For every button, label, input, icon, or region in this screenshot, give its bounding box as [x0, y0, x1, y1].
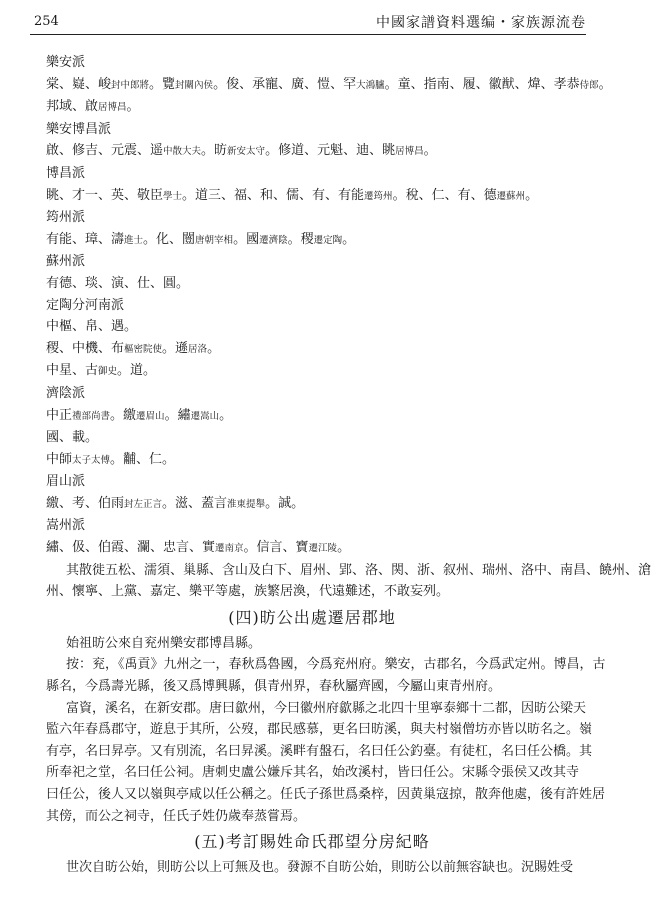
- text-line: [46, 316, 578, 338]
- text-run: 。俊、承寵、廣、愷、罕: [213, 76, 357, 92]
- text-run: 。稅、仁、有、德: [392, 187, 497, 203]
- text-run: 。遜: [162, 340, 189, 356]
- text-line: [46, 698, 587, 720]
- text-line: [46, 784, 606, 806]
- section-title: (五)考訂賜姓命氏郡望分房紀略: [194, 832, 430, 852]
- text-line: [46, 741, 593, 763]
- branch-heading: 樂安博昌派: [46, 121, 112, 137]
- text-run: 稷、中機、布: [46, 340, 125, 356]
- branch-heading: 定陶分河南派: [46, 297, 125, 313]
- branch-heading: 眉山派: [46, 474, 86, 490]
- text-line: [46, 360, 578, 383]
- branch-heading: 博昌派: [46, 165, 86, 181]
- text-run: 中星、古: [46, 363, 99, 379]
- text-run: 啟、修吉、元震、遥: [46, 143, 164, 159]
- annotation-note: 居博昌: [98, 102, 127, 114]
- text-run: 。修道、元魁、迪、眺: [265, 143, 396, 159]
- annotation-note: 遷蘇州: [496, 190, 526, 202]
- text-run: 其散徙五松、濡須、巢縣、含山及白下、眉州、郢、洛、関、浙、叙州、瑞州、洛中、南昌、饒州、滄: [66, 562, 651, 578]
- text-run: 有能、璋、濤: [46, 231, 125, 247]
- header-rule: [30, 34, 586, 35]
- annotation-note: 遷濟陰: [259, 234, 288, 246]
- text-run: 。滋、蓋言: [162, 495, 228, 511]
- document-body: [46, 52, 651, 879]
- text-run: 世次自昉公始，則昉公以上可無及也。發源不自昉公始，則昉公以前無容缺也。況賜姓受: [66, 860, 574, 876]
- text-run: 。稷: [287, 231, 314, 247]
- text-run: 。: [342, 231, 356, 247]
- text-run: 眺、才一、英、敬臣: [46, 187, 164, 203]
- text-run: 曰任公，後人又以嶺與亭咸以任公稱之。任氏子孫世爲桑梓，因黄巢寇掠，散奔他處，後有許姓居: [46, 787, 606, 802]
- annotation-note: 遷筠州: [364, 190, 393, 202]
- annotation-note: 大鴻臚: [356, 79, 385, 91]
- text-run: 。昉: [201, 143, 228, 159]
- branch-heading: 蘇州派: [46, 254, 86, 270]
- text-run: 州、懷寧、上黨、嘉定、樂平等處，族繁居渙，代遠難述，不敢妄列。: [46, 584, 450, 600]
- annotation-note: 唐朝宰相: [195, 234, 234, 246]
- text-line: [46, 633, 578, 655]
- annotation-note: 封關內侯: [175, 79, 214, 91]
- text-run: 監六年春爲郡守，遊息于其所，公歿，郡民感慕，更名曰昉溪，與夫村嶺僧坊亦皆以昉名之。嶺: [46, 722, 593, 738]
- text-line: [46, 806, 578, 828]
- text-run: 繳、考、伯雨: [46, 495, 125, 511]
- text-run: 。道。: [117, 363, 157, 379]
- annotation-note: 中散大夫: [163, 146, 202, 158]
- text-line: [46, 140, 578, 163]
- annotation-note: 遷南京: [215, 543, 244, 555]
- text-line: [46, 654, 606, 676]
- text-run: 。黼、仁。: [110, 451, 176, 467]
- annotation-note: 樞密院使: [124, 343, 163, 355]
- text-run: 。國: [233, 231, 260, 247]
- text-line: [46, 185, 578, 208]
- text-run: 縣名，今爲壽光縣，後又爲博興縣，俱青州界，春秋屬齊國，今屬山東青州府。: [46, 679, 502, 695]
- text-run: 中樞、帛、遇。: [46, 319, 138, 335]
- annotation-note: 學士: [163, 190, 183, 202]
- text-run: 。繡: [164, 407, 191, 423]
- annotation-note: 侍郎: [579, 79, 599, 91]
- text-run: 國、載。: [46, 430, 99, 446]
- text-run: 。: [423, 143, 437, 159]
- text-run: 中師: [46, 451, 73, 467]
- text-run: 。信言、寶: [243, 540, 309, 556]
- annotation-note: 居博昌: [395, 146, 424, 158]
- text-line: [46, 537, 578, 560]
- text-run: 所奉祀之堂，名曰任公祠。唐刺史盧公嫌斥其名，始改溪村，皆曰任公。宋縣令張侯又改其寺: [46, 765, 580, 781]
- text-run: 。繳: [110, 407, 137, 423]
- annotation-note: 禮部尚書: [72, 410, 111, 422]
- text-run: 中正: [46, 407, 73, 423]
- annotation-note: 封中郎將: [111, 79, 150, 91]
- text-line: [46, 762, 578, 784]
- annotation-note: 太子太傅: [72, 454, 111, 466]
- page-header: [30, 8, 586, 34]
- text-run: 。: [219, 407, 233, 423]
- text-line: [46, 74, 612, 97]
- section-title: (四)昉公出處遷居郡地: [228, 607, 396, 627]
- annotation-note: 淮東提舉: [227, 498, 266, 510]
- text-line: [46, 676, 578, 698]
- text-run: 有亭，名曰昇亭。又有別流，名曰昇溪。溪畔有盤石，名曰任公釣臺。有徒杠，名曰任公橋。其: [46, 743, 593, 759]
- text-run: 始祖昉公來自兖州樂安郡博昌縣。: [66, 635, 262, 651]
- text-run: 。童、指南、履、徽猷、煒、孝恭: [384, 76, 580, 92]
- text-run: 繡、伋、伯霞、瀾、忠言、實: [46, 540, 216, 556]
- annotation-note: 御史: [98, 366, 118, 378]
- text-run: 。道三、福、和、儒、有、有能: [182, 187, 365, 203]
- text-run: 。: [525, 187, 539, 203]
- branch-heading: 嵩州派: [46, 518, 86, 534]
- text-line: [46, 338, 578, 361]
- text-run: 。: [207, 340, 221, 356]
- annotation-note: 居洛: [188, 343, 208, 355]
- annotation-note: 進士: [124, 234, 144, 246]
- branch-heading: 濟陰派: [46, 385, 86, 401]
- text-run: 。: [337, 540, 351, 556]
- text-line: [46, 405, 578, 428]
- text-run: 。: [598, 76, 612, 92]
- text-line: [46, 449, 578, 472]
- text-run: 有德、琰、演、仕、圓。: [46, 275, 190, 291]
- text-run: 邦域、啟: [46, 99, 99, 115]
- text-line: [46, 96, 578, 119]
- text-run: 。化、闓: [143, 231, 196, 247]
- text-line: [46, 493, 578, 516]
- text-line: [46, 581, 578, 603]
- text-line: [46, 427, 578, 449]
- text-run: 。覽: [149, 76, 176, 92]
- text-run: 棠、嶷、峻: [46, 76, 112, 92]
- text-line: [46, 273, 578, 295]
- annotation-note: 遷眉山: [136, 410, 165, 422]
- annotation-note: 遷嵩山: [190, 410, 220, 422]
- text-line: [46, 229, 578, 252]
- text-line: [46, 560, 651, 582]
- branch-heading: 筠州派: [46, 210, 86, 226]
- annotation-note: 封左正言: [124, 498, 163, 510]
- text-line: [46, 719, 593, 741]
- text-run: 。: [126, 99, 140, 115]
- running-title: 中國家譜資料選编・家族源流卷: [376, 15, 586, 31]
- page-number: 254: [34, 14, 59, 29]
- annotation-note: 新安太守: [227, 146, 266, 158]
- branch-heading: 樂安派: [46, 55, 86, 70]
- text-run: 按：兖，《禹貢》九州之一，春秋爲魯國，今爲兖州府。樂安，古郡名，今爲武定州。博昌，古: [66, 657, 606, 673]
- annotation-note: 遷江陵: [308, 543, 338, 555]
- text-run: 其傍，而公之祠寺，任氏子姓仍歲奉蒸嘗焉。: [46, 808, 307, 824]
- text-run: 。誠。: [265, 495, 305, 511]
- text-run: 富資，溪名，在新安郡。唐曰歙州，今曰徽州府歙縣之北四十里寧泰鄉十二都，因昉公梁天: [66, 700, 587, 716]
- annotation-note: 遷定陶: [313, 234, 343, 246]
- text-line: [46, 857, 578, 879]
